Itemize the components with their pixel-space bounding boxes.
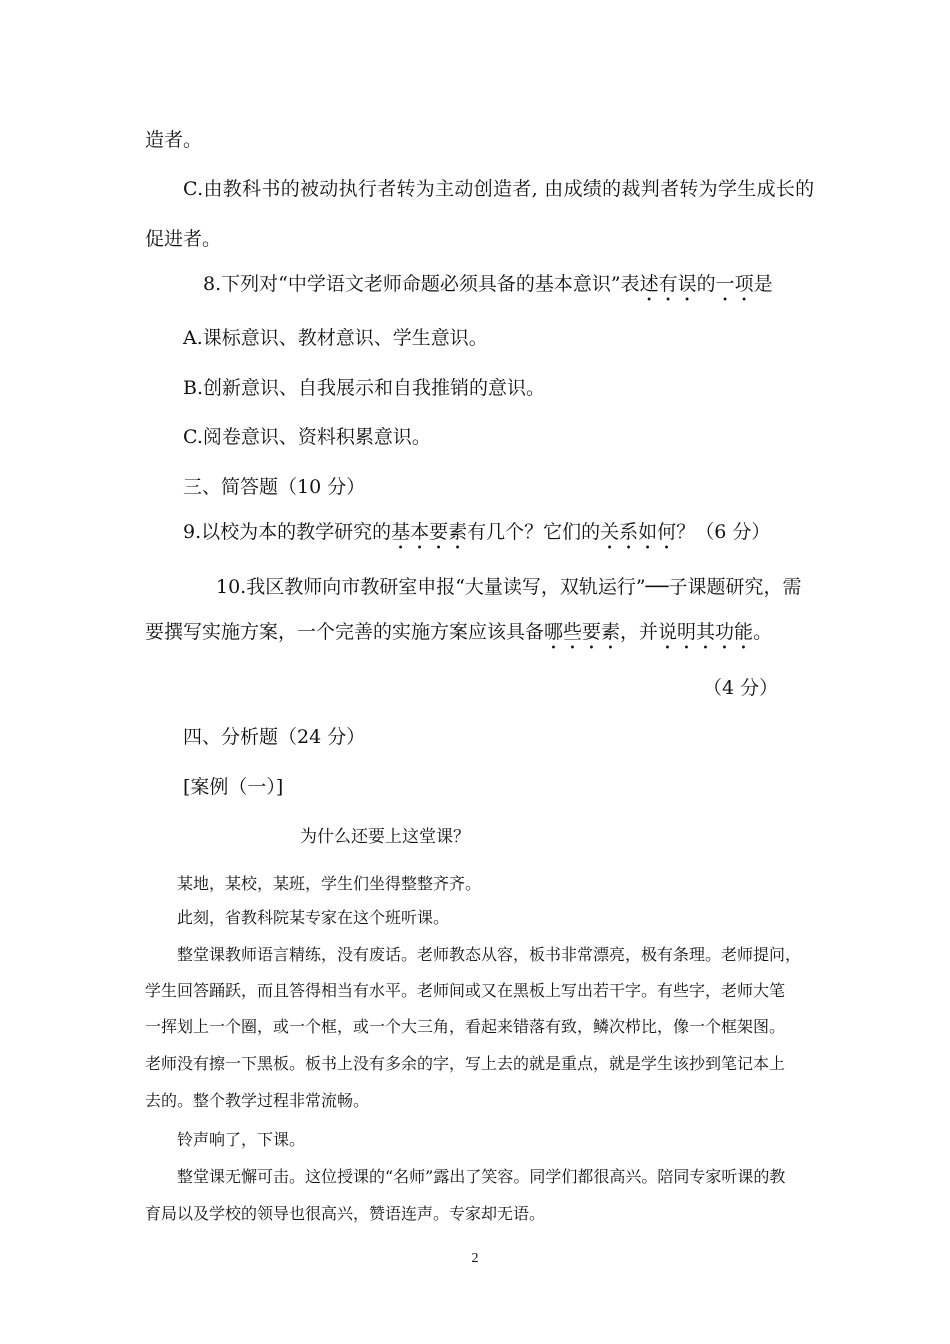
- case-paragraph: 整堂课无懈可击。这位授课的“名师”露出了笑容。同学们都很高兴。陪同专家听课的教: [177, 1167, 786, 1186]
- section-heading-3: 三、简答题（10 分）: [183, 476, 366, 498]
- q8-text: 8.下列对“中学语文老师命题必须具备的基本意识”表: [203, 273, 640, 295]
- case-title: 为什么还要上这堂课？: [300, 827, 470, 847]
- option-c-line: C.由教科书的被动执行者转为主动创造者, 由成绩的裁判者转为学生成长的: [183, 178, 815, 200]
- case-label: [案例（一）]: [183, 776, 284, 798]
- case-paragraph: 此刻，省教科院某专家在这个班听课。: [177, 908, 450, 927]
- question-8: [203, 271, 773, 306]
- case-paragraph: 铃声响了，下课。: [177, 1130, 306, 1149]
- q9-emphasis: 基本要素: [391, 521, 468, 543]
- text-line: 促进者。: [145, 228, 222, 250]
- q9-text: ？（6 分）: [676, 521, 771, 543]
- question-8-option-c: C.阅卷意识、资料积累意识。: [183, 426, 431, 448]
- q10-text: 要撰写实施方案，一个完善的实施方案应该具备: [145, 621, 545, 643]
- question-10: [145, 619, 772, 654]
- q10-text: 。: [753, 621, 773, 643]
- q8-emphasis: 述有误: [639, 273, 697, 295]
- section-heading-4: 四、分析题（24 分）: [183, 726, 366, 748]
- q9-text: 9.以校为本的教学研究的: [183, 521, 392, 543]
- q9-text: 有几个？它们的: [467, 521, 601, 543]
- case-paragraph: 育局以及学校的领导也很高兴，赞语连声。专家却无语。: [145, 1204, 546, 1223]
- q8-emphasis: 一项: [715, 273, 754, 295]
- case-paragraph: 某地，某校，某班，学生们坐得整整齐齐。: [177, 874, 482, 893]
- question-8-option-b: B.创新意识、自我展示和自我推销的意识。: [183, 377, 546, 399]
- question-10-score: （4 分）: [703, 677, 779, 699]
- q8-text: 是: [753, 273, 773, 295]
- case-paragraph: 去的。整个教学过程非常流畅。: [145, 1091, 370, 1110]
- case-paragraph: 老师没有擦一下黑板。板书上没有多余的字，写上去的就是重点，就是学生该抄到笔记本上: [145, 1054, 786, 1073]
- question-9: [183, 519, 770, 554]
- q9-emphasis: 关系如何: [600, 521, 677, 543]
- question-10: 10.我区教师向市教研室申报“大量读写，双轨运行”──子课题研究，需: [216, 576, 802, 598]
- q10-text: ，并: [620, 621, 659, 643]
- case-paragraph: 学生回答踊跃，而且答得相当有水平。老师间或又在黑板上写出若干字。有些字，老师大笔: [145, 981, 786, 1000]
- case-paragraph: 整堂课教师语言精练，没有废话。老师教态从容，板书非常漂亮，极有条理。老师提问，: [177, 945, 802, 964]
- case-paragraph: 一挥划上一个圈，或一个框，或一个大三角，看起来错落有致，鳞次栉比，像一个框架图。: [145, 1017, 786, 1036]
- page-number: 2: [471, 1251, 479, 1266]
- text-line: 造者。: [145, 129, 203, 151]
- question-8-option-a: A.课标意识、教材意识、学生意识。: [183, 327, 488, 349]
- q10-emphasis: 哪些要素: [544, 621, 621, 643]
- q10-emphasis: 说明其功能: [658, 621, 754, 643]
- q8-text: 的: [696, 273, 716, 295]
